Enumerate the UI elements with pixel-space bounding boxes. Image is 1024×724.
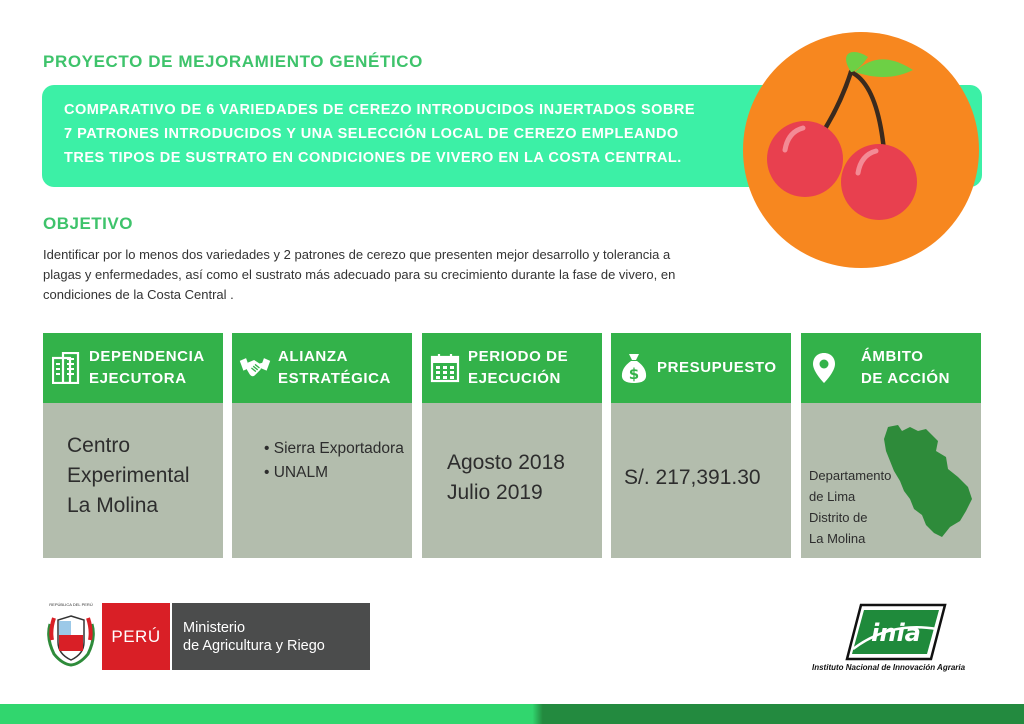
objective-line: plagas y enfermedades, así como el sustrato más adecuado para su crecimiento durante la fase de vivero, en (43, 267, 676, 282)
svg-text:inia: inia (871, 619, 921, 647)
card-line: Experimental (67, 464, 190, 487)
calendar-icon (428, 353, 462, 383)
card-line: Departamento (809, 468, 892, 483)
objective-text (43, 245, 733, 305)
objective-line: Identificar por lo menos dos variedades y 2 patrones de cerezo que presenten mejor desarrollo y tolerancia a (43, 247, 671, 262)
card-line: de Lima (809, 489, 856, 504)
seal-text: REPÚBLICA DEL PERÚ (49, 602, 93, 607)
card-header (801, 333, 981, 403)
svg-text:$: $ (628, 365, 640, 383)
list-item: • UNALM (264, 464, 328, 481)
card-alianza (232, 333, 412, 558)
card-label: ESTRATÉGICA (278, 370, 391, 387)
map-pin-icon (807, 352, 841, 384)
peru-label (102, 603, 170, 670)
card-label: DEPENDENCIA (89, 348, 205, 365)
card-line: Distrito de (809, 510, 868, 525)
card-line: Julio 2019 (447, 481, 543, 504)
banner-line: 7 PATRONES INTRODUCIDOS Y UNA SELECCIÓN LOCAL DE CEREZO EMPLEANDO (64, 126, 679, 142)
handshake-icon (238, 354, 272, 382)
card-label: EJECUCIÓN (468, 370, 561, 387)
page-title: PROYECTO DE MEJORAMIENTO GENÉTICO (43, 52, 423, 71)
country-name: PERÚ (111, 627, 161, 646)
card-header (43, 333, 223, 403)
peru-coat-of-arms-icon (44, 604, 98, 668)
banner-text (64, 98, 754, 170)
budget-value: S/. 217,391.30 (624, 466, 761, 489)
inia-name: Instituto Nacional de Innovación Agraria (812, 663, 966, 672)
card-line: La Molina (67, 494, 159, 517)
card-line: Centro (67, 434, 131, 457)
card-label: PERIODO DE (468, 348, 569, 365)
ministry-line: de Agricultura y Riego (183, 638, 325, 654)
cherry-icon (743, 32, 979, 268)
card-label: PRESUPUESTO (657, 359, 777, 376)
money-bag-icon (617, 352, 651, 384)
card-header (611, 333, 791, 403)
inia-logo (845, 603, 947, 661)
ministry-label (172, 603, 370, 670)
banner-line: TRES TIPOS DE SUSTRATO EN CONDICIONES DE VIVERO EN LA COSTA CENTRAL. (64, 150, 682, 166)
card-label: ALIANZA (278, 348, 349, 365)
card-line: La Molina (809, 531, 866, 546)
bottom-bar (0, 704, 1024, 724)
card-label: ÁMBITO (861, 348, 924, 365)
card-header (232, 333, 412, 403)
card-presupuesto (611, 333, 791, 558)
card-header (422, 333, 602, 403)
banner-line: COMPARATIVO DE 6 VARIEDADES DE CEREZO INTRODUCIDOS INJERTADOS SOBRE (64, 102, 696, 118)
list-item: • Sierra Exportadora (264, 440, 404, 457)
card-label: DE ACCIÓN (861, 370, 951, 387)
card-ambito (801, 333, 981, 558)
objective-line: condiciones de la Costa Central . (43, 287, 234, 302)
building-icon (49, 352, 83, 384)
card-periodo (422, 333, 602, 558)
card-label: EJECUTORA (89, 370, 187, 387)
card-dependencia (43, 333, 223, 558)
ministry-line: Ministerio (183, 620, 246, 636)
card-line: Agosto 2018 (447, 451, 565, 474)
objective-title: OBJETIVO (43, 214, 133, 233)
